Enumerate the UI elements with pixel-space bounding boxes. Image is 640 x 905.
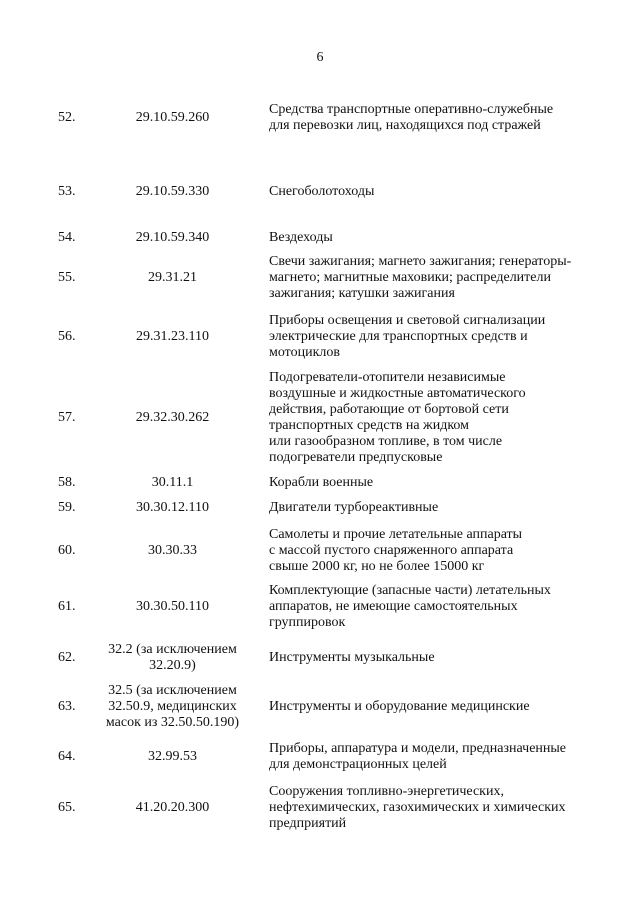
item-description-line: для перевозки лиц, находящихся под стражей [269,118,541,133]
item-description [269,583,609,631]
item-description-line: аппаратов, не имеющие самостоятельных [269,599,518,614]
item-description-line: Корабли военные [269,475,374,490]
item-code [100,184,245,200]
list-item [0,475,640,491]
item-description-line: предприятий [269,816,347,831]
item-description [269,741,609,773]
list-item [0,583,640,631]
item-description-line: Подогреватели-отопители независимые [269,370,506,385]
item-code-line: 29.10.59.330 [135,184,210,199]
item-code [100,329,245,345]
item-description-line: Приборы освещения и световой сигнализации [269,313,546,328]
item-code [100,749,245,765]
item-description [269,102,609,134]
item-description-line: Двигатели турбореактивные [269,500,439,515]
item-code [100,500,245,516]
item-code-line: 29.10.59.260 [135,110,210,125]
item-number: 64. [58,749,76,764]
item-code-line: 41.20.20.300 [135,800,210,815]
item-description-line: зажигания; катушки зажигания [269,286,455,301]
item-code-line: 30.30.50.110 [136,599,209,614]
list-item [0,784,640,832]
item-description-line: Самолеты и прочие летательные аппараты [269,527,523,542]
item-description-line: подогреватели предпусковые [269,450,443,465]
page-number: 6 [316,50,324,65]
list-item [0,642,640,674]
item-code-line: 32.50.9, медицинских [108,699,237,714]
item-code-line: 29.32.30.262 [135,410,210,425]
item-description [269,699,609,715]
item-description [269,254,609,302]
item-code [100,642,245,674]
item-description-line: нефтехимических, газохимических и химических [269,800,566,815]
list-item [0,527,640,575]
item-description-line: Вездеходы [269,230,333,245]
item-description-line: электрические для транспортных средств и [269,329,528,344]
item-number: 65. [58,800,76,815]
list-item [0,313,640,361]
item-description-line: для демонстрационных целей [269,757,447,772]
item-description [269,184,609,200]
item-number: 55. [58,270,76,285]
item-description-line: Инструменты и оборудование медицинские [269,699,530,714]
item-number: 52. [58,110,76,125]
list-item [0,102,640,134]
item-code [100,270,245,286]
item-description [269,500,609,516]
item-description-line: магнето; магнитные маховики; распределители [269,270,551,285]
item-number: 60. [58,543,76,558]
list-item [0,500,640,516]
item-code [100,683,245,731]
item-code [100,599,245,615]
item-description [269,230,609,246]
item-description-line: Средства транспортные оперативно-служебные [269,102,554,117]
item-code [100,110,245,126]
item-code-line: масок из 32.50.50.190) [105,715,240,730]
item-description [269,527,609,575]
item-number: 54. [58,230,76,245]
list-item [0,254,640,302]
item-description-line: транспортных средств на жидком [269,418,470,433]
item-code [100,230,245,246]
item-description-line: Приборы, аппаратура и модели, предназначенные [269,741,567,756]
item-description [269,370,609,466]
list-item [0,741,640,773]
item-number: 59. [58,500,76,515]
item-description-line: Комплектующие (запасные части) летательных [269,583,551,598]
item-number: 53. [58,184,76,199]
item-code-line: 32.99.53 [148,749,197,764]
item-code [100,410,245,426]
item-description-line: Инструменты музыкальные [269,650,435,665]
list-item [0,184,640,200]
item-code-line: 30.30.12.110 [136,500,209,515]
list-item [0,370,640,466]
item-code [100,543,245,559]
item-description-line: действия, работающие от бортовой сети [269,402,509,417]
item-number: 58. [58,475,76,490]
item-number: 63. [58,699,76,714]
item-description-line: Снегоболотоходы [269,184,375,199]
item-description [269,784,609,832]
item-description [269,313,609,361]
item-code-line: 30.30.33 [148,543,197,558]
item-number: 56. [58,329,76,344]
item-description-line: группировок [269,615,346,630]
item-description-line: воздушные и жидкостные автоматического [269,386,526,401]
item-number: 61. [58,599,76,614]
item-description-line: с массой пустого снаряженного аппарата [269,543,514,558]
item-number: 57. [58,410,76,425]
item-description-line: мотоциклов [269,345,340,360]
item-code-line: 29.10.59.340 [135,230,210,245]
item-description-line: свыше 2000 кг, но не более 15000 кг [269,559,485,574]
item-description-line: Свечи зажигания; магнето зажигания; генераторы- [269,254,572,269]
item-code-line: 32.20.9) [149,658,196,673]
item-code-line: 29.31.21 [148,270,197,285]
item-description [269,650,609,666]
item-description-line: Сооружения топливно-энергетических, [269,784,504,799]
list-item [0,683,640,731]
item-code-line: 29.31.23.110 [136,329,209,344]
item-code-line: 32.2 (за исключением [108,642,237,657]
item-code-line: 30.11.1 [151,475,194,490]
list-item [0,230,640,246]
item-code-line: 32.5 (за исключением [108,683,237,698]
item-number: 62. [58,650,76,665]
item-code [100,800,245,816]
item-description-line: или газообразном топливе, в том числе [269,434,503,449]
item-description [269,475,609,491]
item-code [100,475,245,491]
